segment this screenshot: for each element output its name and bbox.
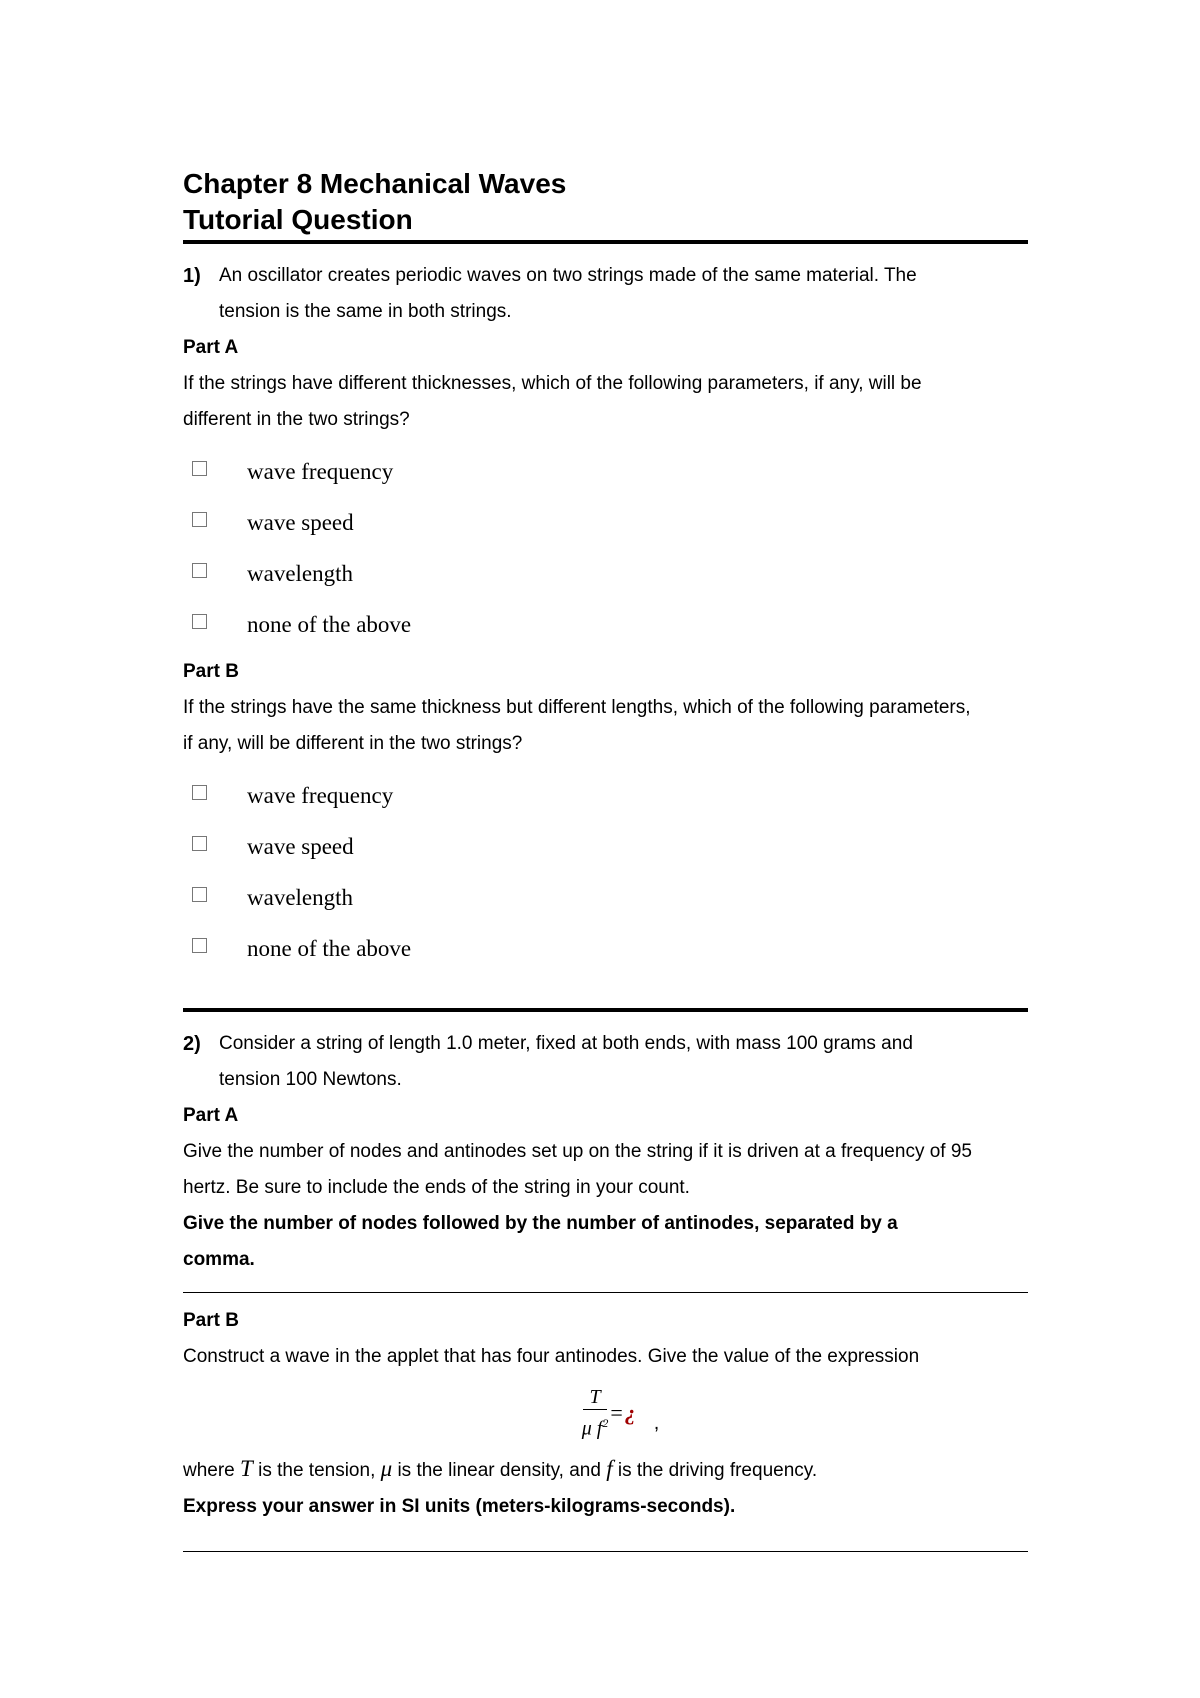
option-label: wavelength	[247, 884, 354, 910]
variable-symbol: f	[606, 1456, 613, 1481]
option-item[interactable]	[183, 923, 1028, 974]
missing-glyph: ¿	[624, 1400, 636, 1425]
answer-line[interactable]	[183, 1551, 1028, 1552]
text-run: is the tension,	[252, 1460, 381, 1481]
q2-part-b	[183, 1303, 1028, 1525]
answer-instruction: Express your answer in SI units (meters-kilograms-seconds).	[183, 1496, 736, 1517]
part-text: Construct a wave in the applet that has four antinodes. Give the value of the expression	[183, 1346, 920, 1367]
question-divider	[183, 1008, 1028, 1012]
part-text-line: If the strings have different thicknesses, which of the following parameters, if any, will be	[183, 373, 922, 394]
option-label: none of the above	[247, 611, 412, 637]
denominator-text: μ f	[581, 1417, 603, 1440]
question-text-line: tension is the same in both strings.	[219, 301, 512, 322]
q1-part-a	[183, 330, 1028, 650]
part-text-line: Give the number of nodes and antinodes set up on the string if it is driven at a frequency of 95	[183, 1141, 972, 1162]
answer-instruction: Give the number of nodes followed by the number of antinodes, separated by a	[183, 1213, 898, 1234]
text-run: is the linear density, and	[392, 1460, 607, 1481]
variable-symbol: μ	[380, 1456, 393, 1481]
part-label: Part A	[183, 1105, 239, 1126]
text-run: is the driving frequency.	[612, 1460, 818, 1481]
question-1-text	[219, 258, 917, 330]
option-item[interactable]	[183, 497, 1028, 548]
question-number: 2)	[183, 1033, 201, 1055]
variable-definitions	[183, 1451, 1028, 1489]
exponent: 2	[602, 1415, 609, 1430]
checkbox[interactable]	[192, 461, 207, 476]
part-label: Part B	[183, 661, 239, 682]
option-item[interactable]	[183, 821, 1028, 872]
question-2-text	[219, 1026, 913, 1098]
q1-part-a-options	[183, 446, 1028, 650]
question-text-line: Consider a string of length 1.0 meter, fixed at both ends, with mass 100 grams and	[219, 1033, 913, 1054]
equals-sign: =	[610, 1400, 623, 1425]
part-text-line: If the strings have the same thickness but different lengths, which of the following parameters,	[183, 697, 971, 718]
title-line-2: Tutorial Question	[183, 204, 413, 235]
fraction	[582, 1385, 609, 1442]
checkbox[interactable]	[192, 614, 207, 629]
fraction-numerator: T	[583, 1385, 606, 1410]
question-number: 1)	[183, 265, 201, 287]
option-item[interactable]	[183, 446, 1028, 497]
variable-symbol: T	[240, 1456, 253, 1481]
q2-part-a	[183, 1098, 1028, 1278]
title-divider	[183, 240, 1028, 244]
option-item[interactable]	[183, 599, 1028, 650]
option-label: none of the above	[247, 935, 412, 961]
checkbox[interactable]	[192, 512, 207, 527]
q1-part-b	[183, 654, 1028, 974]
title-line-1: Chapter 8 Mechanical Waves	[183, 168, 567, 199]
answer-line[interactable]	[183, 1292, 1028, 1293]
part-label: Part B	[183, 1310, 239, 1331]
question-1-header	[183, 258, 1028, 330]
text-run: where	[183, 1460, 241, 1481]
document-title	[183, 166, 1028, 238]
option-label: wave speed	[247, 509, 354, 535]
checkbox[interactable]	[192, 836, 207, 851]
option-item[interactable]	[183, 548, 1028, 599]
question-text-line: tension 100 Newtons.	[219, 1069, 402, 1090]
question-2-header	[183, 1026, 1028, 1098]
part-text-line: if any, will be different in the two strings?	[183, 733, 523, 754]
formula	[213, 1375, 1028, 1451]
formula-comma: ,	[653, 1411, 660, 1434]
option-label: wavelength	[247, 560, 354, 586]
document-page	[183, 166, 1028, 1552]
question-text-line: An oscillator creates periodic waves on two strings made of the same material. The	[219, 265, 917, 286]
option-label: wave frequency	[247, 782, 394, 808]
option-label: wave speed	[247, 833, 354, 859]
checkbox[interactable]	[192, 938, 207, 953]
fraction-denominator	[582, 1410, 609, 1442]
option-label: wave frequency	[247, 458, 394, 484]
checkbox[interactable]	[192, 887, 207, 902]
part-text-line: hertz. Be sure to include the ends of the string in your count.	[183, 1177, 690, 1198]
option-item[interactable]	[183, 770, 1028, 821]
q1-part-b-options	[183, 770, 1028, 974]
checkbox[interactable]	[192, 785, 207, 800]
part-text-line: different in the two strings?	[183, 409, 410, 430]
answer-instruction: comma.	[183, 1249, 255, 1270]
part-label: Part A	[183, 337, 239, 358]
option-item[interactable]	[183, 872, 1028, 923]
checkbox[interactable]	[192, 563, 207, 578]
